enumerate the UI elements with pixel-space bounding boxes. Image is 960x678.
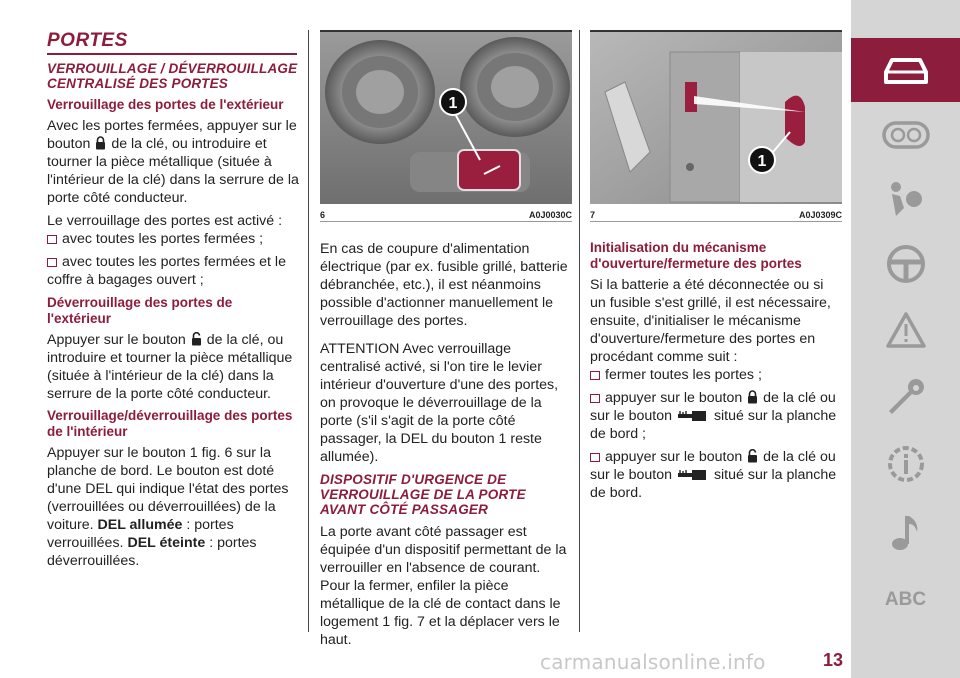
sidebar-item-index[interactable] [851,568,960,632]
page-number: 13 [823,650,844,670]
checkbox-bullet-icon [47,258,57,267]
column-right [590,240,842,507]
figure-7-image [590,30,842,204]
paragraph-attention: ATTENTION Avec verrouillage centralisé activé, si l'on tire le levier intérieur d'ouverture d'une des portes, on provoque le déverrouillage de la porte (s'il s'agit de la porte côté passager, la DEL du bouton 1 reste allumée). [320,341,559,465]
sidebar-item-safety[interactable] [851,167,960,231]
checkbox-bullet-icon [590,394,600,403]
figure-6-caption [320,210,572,222]
list-item [47,230,299,248]
text: de la clé ou sur le bouton [590,449,836,483]
subheading-unlock-outside: Déverrouillage des portes de l'extérieur [47,295,233,326]
watermark: carmanualsonline.info [540,650,766,674]
text: avec toutes les portes fermées ; [62,231,264,247]
figure-6-callout: 1 [448,95,458,112]
list-item [590,389,842,443]
subheading-lock-outside: Verrouillage des portes de l'extérieur [47,97,284,112]
paragraph-power-failure: En cas de coupure d'alimentation électrique (par ex. fusible grillé, batterie débranchée, etc.), il est néanmoins possible d'actionner manuellement le verrouillage des portes. [320,241,568,329]
sidebar-item-technical-data[interactable] [851,432,960,496]
music-note-icon [888,510,924,554]
paragraph-initialisation: Si la batterie a été déconnectée ou si un fusible s'est grillé, il est nécessaire, ensuite, d'initialiser le mécanisme d'ouverture/fermeture des portes en procédant comme suit : [590,277,831,365]
column-middle [320,240,572,654]
led-off-label: DEL éteinte [127,535,206,551]
steering-wheel-icon [884,242,928,286]
sidebar-item-maintenance[interactable] [851,366,960,430]
paragraph-unlock-outside [47,331,299,403]
paragraph-lock-active: Le verrouillage des portes est activé : [47,213,283,229]
text: appuyer sur le bouton [605,449,743,465]
car-icon [878,50,934,90]
lock-open-icon [747,449,758,463]
figure-7 [590,30,842,222]
instrument-panel-icon [881,120,931,150]
checkbox-bullet-icon [47,235,57,244]
section-heading-emergency-lock: DISPOSITIF D'URGENCE DE VERROUILLAGE DE LA PORTE AVANT CÔTÉ PASSAGER [320,472,526,517]
sidebar-item-driving[interactable] [851,232,960,296]
index-abc-label: ABC [884,589,927,610]
page-title: PORTES [47,30,297,55]
column-left [47,30,299,575]
wrench-icon [884,376,928,420]
figure-code: A0J0030C [528,210,572,220]
column-divider [308,30,309,632]
text: : portes verrouillées. [47,517,234,551]
sidebar-item-emergency[interactable] [851,298,960,362]
list-item [47,253,299,289]
paragraph-emergency-lock: La porte avant côté passager est équipée d'un dispositif permettant de la verrouiller en l'absence de courant. Pour la fermer, enfiler la pièce métallique de la clé de contact dans le logement 1 fig. 7 et la déplacer vers le haut. [320,524,567,648]
paragraph-lock-inside [47,444,299,570]
figure-7-callout: 1 [757,153,767,170]
text: : portes déverrouillées. [47,535,257,569]
led-on-label: DEL allumée [97,517,183,533]
sidebar-item-multimedia[interactable] [851,500,960,564]
central-lock-button-icon [678,469,708,481]
lock-closed-icon [747,390,758,404]
column-divider [579,30,580,632]
text: avec toutes les portes fermées et le coffre à bagages ouvert ; [47,254,286,288]
door-lock-illustration [590,32,842,204]
sidebar-item-vehicle[interactable] [851,38,960,102]
text: de la clé ou sur le bouton [590,390,836,424]
text: de la clé, ou introduire et tourner la pièce métallique (située à l'intérieur de la clé) dans la serrure de la porte côté conducteur. [47,332,293,402]
subheading-initialisation: Initialisation du mécanisme d'ouverture/fermeture des portes [590,240,802,271]
text: appuyer sur le bouton [605,390,743,406]
checkbox-bullet-icon [590,453,600,462]
text: situé sur la planche de bord ; [590,408,837,442]
list-item [590,448,842,502]
text: Appuyer sur le bouton [47,332,186,348]
figure-number: 6 [320,210,326,220]
sidebar-item-dashboard[interactable] [851,103,960,167]
airbag-passenger-icon [884,177,928,221]
figure-code: A0J0309C [798,210,842,220]
text: Appuyer sur le bouton 1 fig. 6 sur la planche de bord. Le bouton est doté d'une DEL qui indique l'état des portes (verrouillées ou déverrouillées) de la voiture. [47,445,289,533]
central-lock-button-icon [678,410,708,422]
text: situé sur la planche de bord. [590,467,837,501]
info-gear-icon [883,441,929,487]
lock-closed-icon [95,136,106,150]
figure-6-image [320,30,572,204]
text: fermer toutes les portes ; [605,367,762,383]
section-heading-central-locking: VERROUILLAGE / DÉVERROUILLAGE CENTRALISÉ DES PORTES [47,61,298,91]
figure-6 [320,30,572,222]
figure-number: 7 [590,210,596,220]
subheading-lock-inside: Verrouillage/déverrouillage des portes de l'intérieur [47,408,293,439]
text: Avec les portes fermées, appuyer sur le bouton [47,118,297,152]
text: de la clé, ou introduire et tourner la pièce métallique (située à l'intérieur de la clé) dans la serrure de la porte côté conducteur. [47,136,299,206]
dashboard-vents-illustration [320,32,572,204]
warning-triangle-icon [884,310,928,350]
checkbox-bullet-icon [590,371,600,380]
lock-open-icon [191,332,202,346]
figure-7-caption [590,210,842,222]
paragraph-lock-outside [47,117,299,207]
list-item [590,366,842,384]
chapter-sidebar [851,0,960,678]
